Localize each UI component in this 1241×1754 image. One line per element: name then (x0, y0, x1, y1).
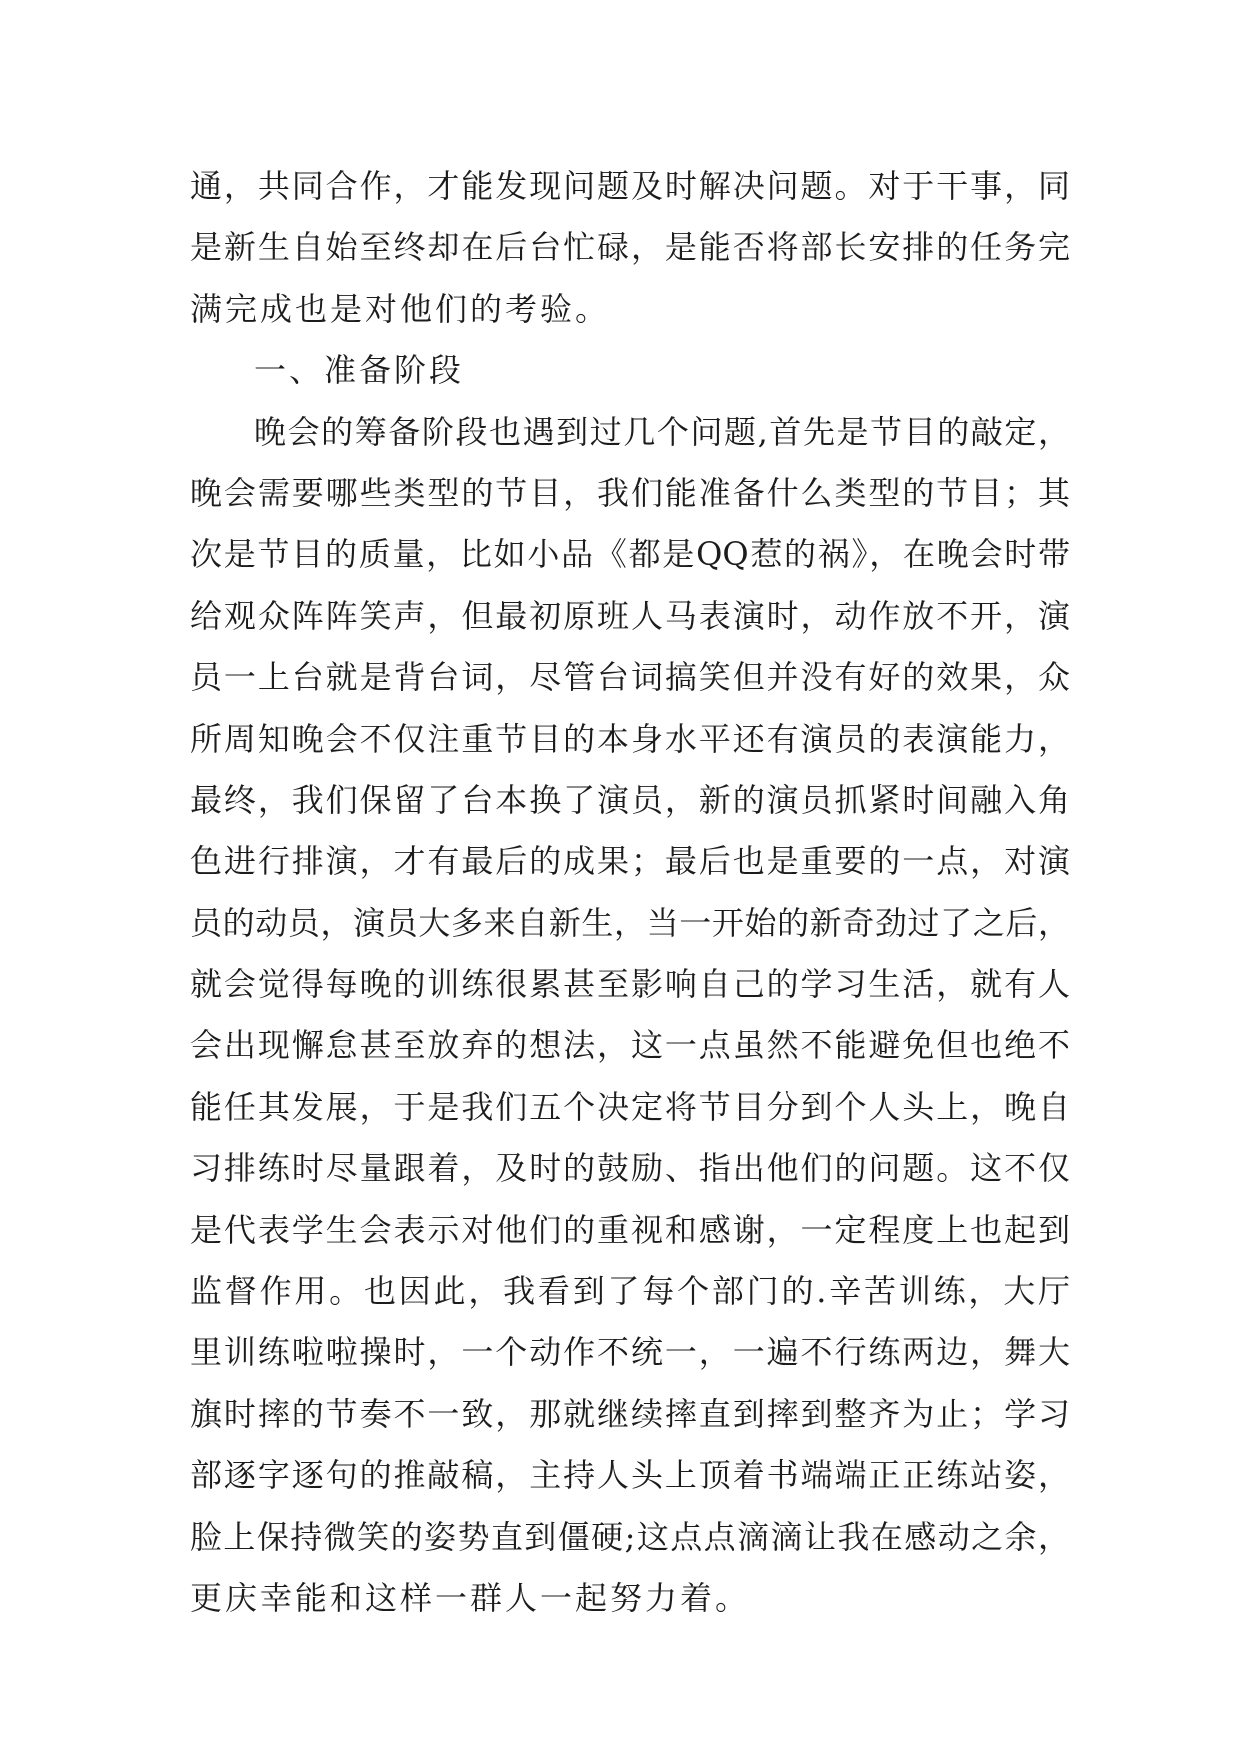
text-line: 晚会的筹备阶段也遇到过几个问题,首先是节目的敲定， (254, 412, 1070, 451)
text-line: 通，共同合作，才能发现问题及时解决问题。对于干事，同 (190, 167, 1070, 205)
text-line: 监督作用。也因此，我看到了每个部门的.辛苦训练，大厅 (190, 1272, 1070, 1311)
text-line: 更庆幸能和这样一群人一起努力着。 (190, 1578, 751, 1617)
text-line: 旗时摔的节奏不一致，那就继续摔直到摔到整齐为止；学习 (190, 1394, 1070, 1433)
text-line: 满完成也是对他们的考验。 (190, 289, 611, 328)
text-line: 会出现懈怠甚至放弃的想法，这一点虽然不能避免但也绝不 (190, 1026, 1070, 1065)
text-line: 是代表学生会表示对他们的重视和感谢，一定程度上也起到 (190, 1210, 1070, 1249)
text-line: 员一上台就是背台词，尽管台词搞笑但并没有好的效果，众 (190, 658, 1070, 697)
text-line: 最终，我们保留了台本换了演员，新的演员抓紧时间融入角 (190, 780, 1070, 819)
text-line: 习排练时尽量跟着，及时的鼓励、指出他们的问题。这不仅 (190, 1149, 1070, 1188)
text-line: 所周知晚会不仅注重节目的本身水平还有演员的表演能力， (190, 719, 1070, 758)
text-line: 能任其发展，于是我们五个决定将节目分到个人头上，晚自 (190, 1087, 1070, 1126)
text-line: 里训练啦啦操时，一个动作不统一，一遍不行练两边，舞大 (190, 1333, 1070, 1372)
text-line: 次是节目的质量，比如小品《都是QQ惹的祸》，在晚会时带 (190, 535, 1070, 574)
text-line: 就会觉得每晚的训练很累甚至影响自己的学习生活，就有人 (190, 965, 1070, 1004)
text-line: 晚会需要哪些类型的节目，我们能准备什么类型的节目；其 (190, 473, 1070, 512)
text-line: 是新生自始至终却在后台忙碌，是能否将部长安排的任务完 (190, 228, 1070, 267)
text-line: 脸上保持微笑的姿势直到僵硬;这点点滴滴让我在感动之余， (190, 1517, 1070, 1556)
text-line: 给观众阵阵笑声，但最初原班人马表演时，动作放不开，演 (190, 596, 1070, 635)
body-text (190, 156, 1070, 1629)
text-line: 色进行排演，才有最后的成果；最后也是重要的一点，对演 (190, 842, 1070, 881)
section-heading: 一、准备阶段 (254, 351, 465, 390)
text-line: 员的动员，演员大多来自新生，当一开始的新奇劲过了之后， (190, 903, 1070, 942)
text-line: 部逐字逐句的推敲稿，主持人头上顶着书端端正正练站姿， (190, 1456, 1070, 1495)
